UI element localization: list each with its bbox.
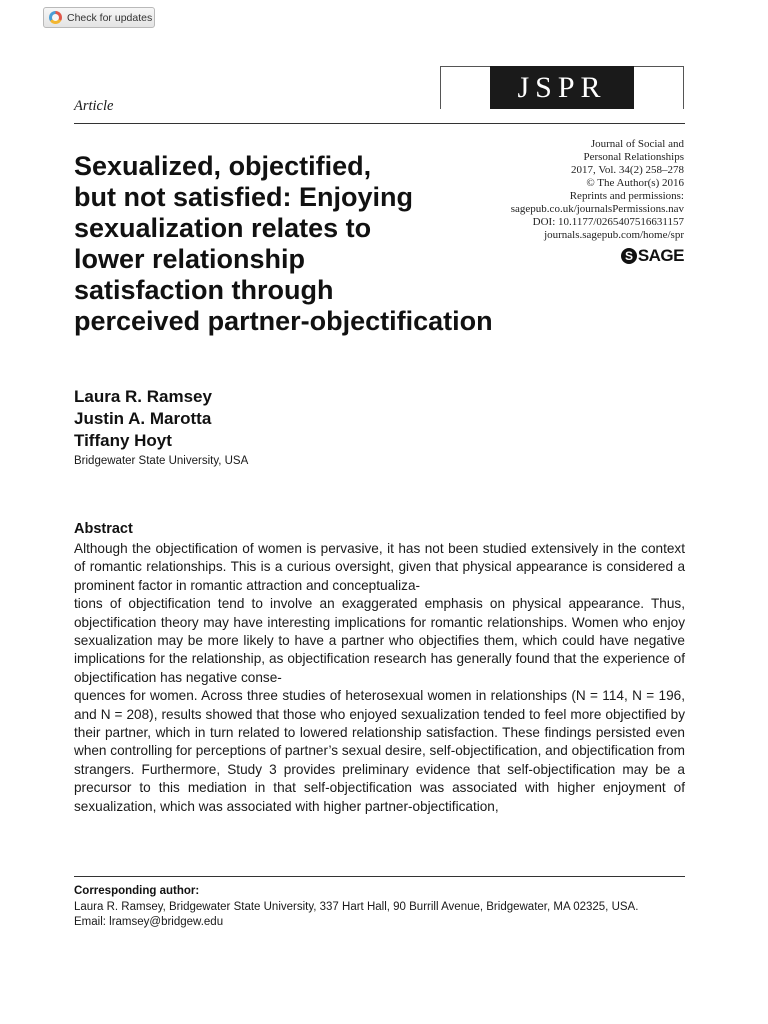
journal-logo: JSPR <box>490 66 634 109</box>
author-block <box>74 386 248 469</box>
doi-link[interactable]: DOI: 10.1177/0265407516631157 <box>532 216 684 228</box>
abstract-text: Although the objectification of women is pervasive, it has not been studied extensively in the context of romantic relationships. This is a curious oversight, given that physical appearance is considered a prominent factor in romantic attraction and conceptualiza- tions of objectification tend to involve an exaggerated emphasis on physical appearance. Thus, objectification theory may have interesting implications for romantic relationships. Women who enjoy sexualization may be more likely to have a partner who objectifies them, which could have negative implications for the relationship, as objectification research has generally found that the experience of objectification has negative conse- quences for women. Across three studies of heterosexual women in relationships (N = 114, N = 196, and N = 208), results showed that those who enjoyed sexualization tended to feel more objectified by their partner, which in turn related to lowered relationship satisfaction. These findings persisted even when controlling for perceptions of partner’s sexual desire, self-objectification, and objectification from strangers. Furthermore, Study 3 provides preliminary evidence that self-objectification may be a precursor to this mediation in that self-objectification was associated with higher enjoyment of sexualization, which was associated with higher partner-objectification, <box>74 541 685 814</box>
journal-info-line: Personal Relationships <box>583 151 684 163</box>
journal-info-line: © The Author(s) 2016 <box>586 177 684 189</box>
journal-info-line: Journal of Social and <box>590 138 684 150</box>
abstract-heading: Abstract <box>74 521 133 537</box>
journal-homepage-link[interactable]: journals.sagepub.com/home/spr <box>544 229 684 241</box>
correspondence-block <box>74 884 694 931</box>
journal-info-line: 2017, Vol. 34(2) 258–278 <box>571 164 684 176</box>
permissions-link[interactable]: sagepub.co.uk/journalsPermissions.nav <box>510 203 684 215</box>
author-affiliation: Bridgewater State University, USA <box>74 455 249 467</box>
author-name: Tiffany Hoyt <box>74 431 172 450</box>
journal-info-line: Reprints and permissions: <box>569 190 684 202</box>
author-name: Justin A. Marotta <box>74 409 212 428</box>
correspondence-email[interactable]: Email: lramsey@bridgew.edu <box>74 916 224 928</box>
correspondence-address: Laura R. Ramsey, Bridgewater State University, 337 Hart Hall, 90 Burrill Avenue, Bridgewater, MA 02325, USA. <box>74 900 639 913</box>
footnote-divider <box>74 876 685 877</box>
journal-info <box>511 138 684 242</box>
sage-s-icon: S <box>621 248 637 264</box>
header-divider <box>74 123 685 124</box>
article-type-label: Article <box>74 98 114 114</box>
correspondence-heading: Corresponding author: <box>74 885 200 897</box>
publisher-name: SAGE <box>637 246 684 265</box>
check-for-updates-button[interactable] <box>43 7 155 28</box>
check-for-updates-label: Check for updates <box>67 11 153 24</box>
crossmark-icon <box>49 11 62 24</box>
sage-logo <box>621 246 684 266</box>
author-name: Laura R. Ramsey <box>74 387 212 406</box>
article-title: Sexualized, objectified, but not satisfied: Enjoying sexualization relates to lower relationship satisfaction through perceived partner-objectification <box>74 151 493 336</box>
